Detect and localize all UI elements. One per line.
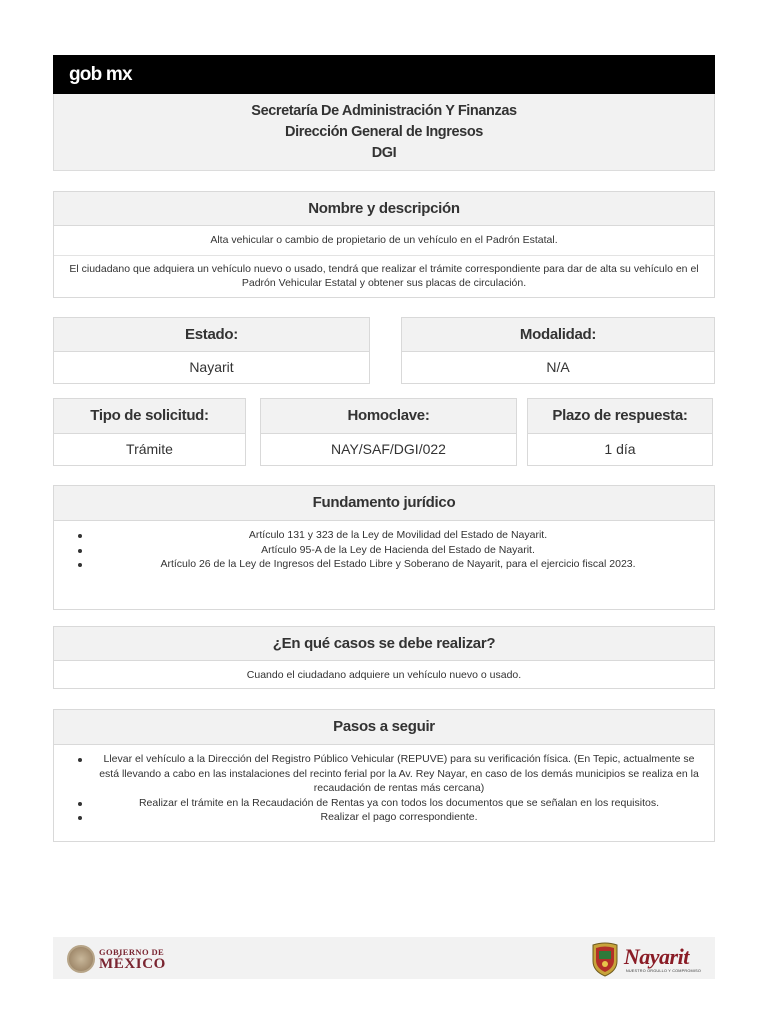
agency-header (53, 94, 715, 171)
homoclave-label: Homoclave: (261, 399, 516, 434)
homoclave-panel (260, 398, 517, 466)
casos-text: Cuando el ciudadano adquiere un vehículo nuevo o usado. (246, 669, 522, 681)
list-item: Realizar el pago correspondiente. (68, 810, 702, 825)
plazo-label: Plazo de respuesta: (528, 399, 712, 434)
nombre-panel (53, 191, 715, 298)
tipo-label: Tipo de solicitud: (54, 399, 245, 434)
pasos-list (54, 745, 714, 825)
list-item: Llevar el vehículo a la Dirección del Registro Público Vehicular (REPUVE) para su verificación física. (En Tepic, actualmente se está llevando a cabo en las instalaciones del recinto ferial por la Av. Rey Nayar, en caso de los demás municipios se realiza en la recaudación de rentas más cercana) (68, 752, 702, 796)
nombre-short-description: Alta vehicular o cambio de propietario de un vehículo en el Padrón Estatal. (210, 234, 558, 246)
agency-line-2: Dirección General de Ingresos (285, 124, 483, 140)
nayarit-shield-icon (590, 941, 620, 977)
nombre-long-description: El ciudadano que adquiera un vehículo nuevo o usado, tendrá que realizar el trámite correspondiente para dar de alta su vehículo en el Padrón Vehicular Estatal y obtener sus placas de circulación. (54, 255, 714, 290)
list-item: Artículo 95-A de la Ley de Hacienda del Estado de Nayarit. (68, 543, 700, 558)
gobmx-topbar (53, 55, 715, 94)
nayarit-tagline: NUESTRO ORGULLO Y COMPROMISO (625, 968, 701, 973)
gobmx-brand[interactable]: gob mx (69, 64, 132, 85)
fundamento-list (54, 521, 714, 572)
homoclave-value: NAY/SAF/DGI/022 (331, 441, 446, 457)
list-item: Artículo 131 y 323 de la Ley de Movilidad del Estado de Nayarit. (68, 528, 700, 543)
plazo-value: 1 día (604, 441, 636, 457)
pasos-title: Pasos a seguir (54, 710, 714, 745)
nayarit-wordmark: Nayarit (623, 943, 689, 969)
gobierno-de-mexico-logo (67, 944, 166, 974)
fundamento-panel (53, 485, 715, 610)
estado-label: Estado: (54, 318, 369, 352)
list-item: Realizar el trámite en la Recaudación de Rentas ya con todos los documentos que se señalan en los requisitos. (68, 796, 702, 811)
footer-logos (53, 937, 715, 979)
casos-panel (53, 626, 715, 689)
gob-logo-line1: GOBIERNO DE (99, 946, 165, 957)
agency-line-3: DGI (371, 145, 397, 161)
tipo-panel (53, 398, 246, 466)
list-item: Artículo 26 de la Ley de Ingresos del Estado Libre y Soberano de Nayarit, para el ejercicio fiscal 2023. (68, 557, 700, 572)
modalidad-panel (401, 317, 715, 384)
modalidad-value: N/A (546, 359, 570, 375)
estado-panel (53, 317, 370, 384)
gob-logo-line2: MÉXICO (99, 955, 166, 972)
casos-title: ¿En qué casos se debe realizar? (54, 627, 714, 661)
plazo-panel (527, 398, 713, 466)
eagle-seal-icon (67, 945, 95, 973)
pasos-panel (53, 709, 715, 842)
nombre-title: Nombre y descripción (54, 192, 714, 226)
modalidad-label: Modalidad: (402, 318, 714, 352)
estado-value: Nayarit (189, 359, 234, 375)
fundamento-title: Fundamento jurídico (54, 486, 714, 521)
tipo-value: Trámite (126, 441, 173, 457)
nayarit-logo (590, 939, 701, 979)
agency-line-1: Secretaría De Administración Y Finanzas (251, 103, 517, 119)
